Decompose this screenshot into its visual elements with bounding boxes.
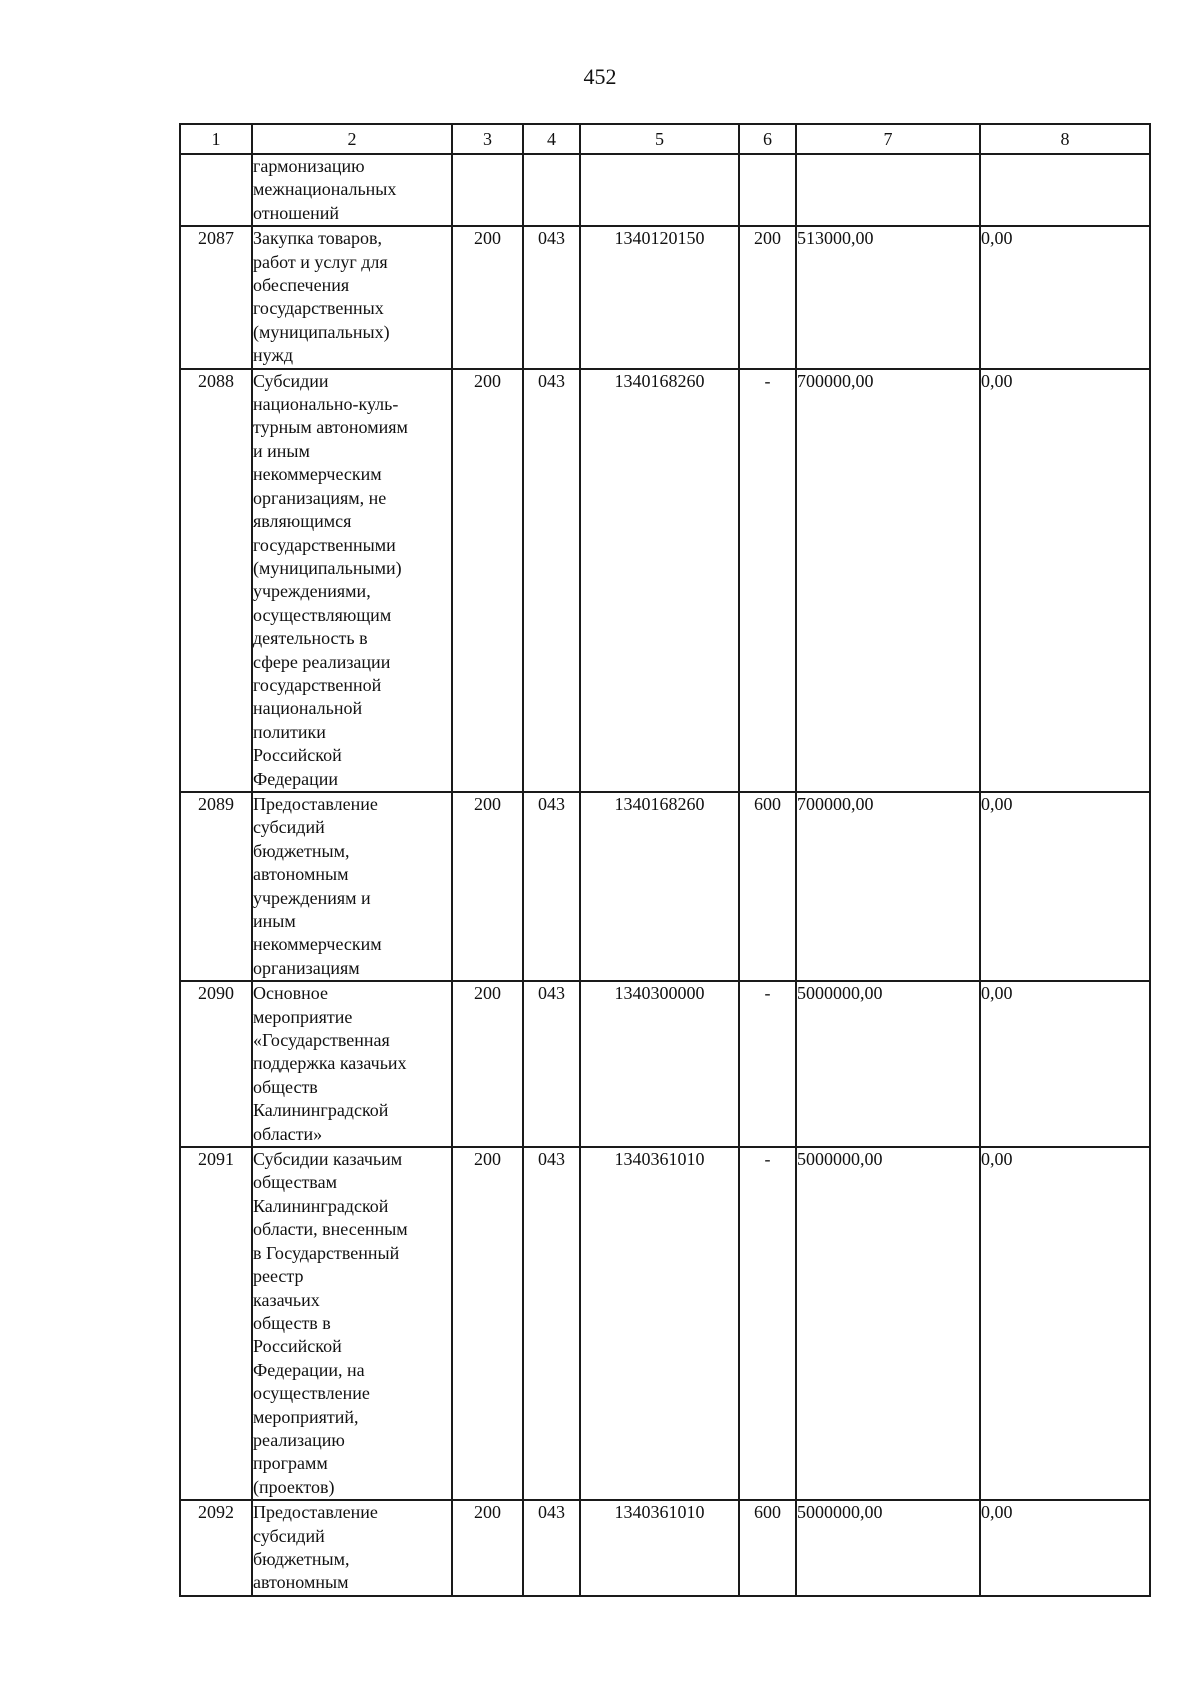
description-line: автономным: [253, 1572, 349, 1593]
description-line: Субсидии: [253, 370, 329, 391]
table-row: [180, 792, 1150, 981]
code-4-cell: 043: [523, 226, 580, 368]
table-row: [180, 981, 1150, 1147]
description-line: обществ: [253, 1076, 318, 1097]
description-line: Калининградской: [253, 1100, 389, 1121]
description-line: субсидий: [253, 817, 325, 838]
description-line: осуществление: [253, 1383, 370, 1404]
description-line: «Государственная: [253, 1030, 390, 1051]
description-line: учреждениям и: [253, 887, 371, 908]
code-4-cell: 043: [523, 369, 580, 792]
description-line: нужд: [253, 345, 293, 366]
amount-secondary-cell: 0,00: [980, 369, 1150, 792]
target-article-cell: [580, 154, 739, 226]
code-3-cell: [452, 154, 523, 226]
description-line: работ и услуг для: [253, 251, 388, 272]
description-line: деятельность в: [253, 628, 368, 649]
description-line: государственными: [253, 534, 396, 555]
description-line: области, внесенным: [253, 1219, 408, 1240]
description-line: учреждениями,: [253, 581, 371, 602]
row-number-cell: 2090: [180, 981, 252, 1147]
amount-secondary-cell: 0,00: [980, 1147, 1150, 1500]
description-line: Российской: [253, 1336, 342, 1357]
table-row: [180, 1147, 1150, 1500]
expense-type-cell: 600: [739, 792, 796, 981]
description-cell: [252, 1147, 452, 1500]
description-line: иным: [253, 911, 296, 931]
column-header-6: 6: [739, 124, 796, 154]
expense-type-cell: [739, 154, 796, 226]
expense-type-cell: -: [739, 981, 796, 1147]
code-3-cell: 200: [452, 792, 523, 981]
amount-cell: 700000,00: [796, 369, 980, 792]
description-line: обществам: [253, 1172, 337, 1193]
row-number-cell: 2089: [180, 792, 252, 981]
description-line: гармонизацию: [253, 156, 365, 176]
amount-secondary-cell: 0,00: [980, 1500, 1150, 1596]
description-line: межнациональных: [253, 179, 397, 200]
description-line: являющимся: [253, 511, 352, 532]
header-row: [180, 124, 1150, 154]
amount-secondary-cell: 0,00: [980, 981, 1150, 1147]
expense-type-cell: 600: [739, 1500, 796, 1596]
row-number-cell: 2091: [180, 1147, 252, 1500]
table-body: [180, 154, 1150, 1596]
description-line: субсидий: [253, 1525, 325, 1546]
description-line: бюджетным,: [253, 1548, 350, 1569]
description-line: (муниципальных): [253, 321, 390, 342]
column-header-5: 5: [580, 124, 739, 154]
code-4-cell: 043: [523, 1147, 580, 1500]
code-4-cell: 043: [523, 792, 580, 981]
description-line: турным автономиям: [253, 417, 408, 438]
code-4-cell: 043: [523, 981, 580, 1147]
description-line: сфере реализации: [253, 651, 391, 672]
column-header-1: 1: [180, 124, 252, 154]
code-3-cell: 200: [452, 369, 523, 792]
description-line: программ: [253, 1453, 328, 1474]
description-line: Закупка товаров,: [253, 228, 382, 249]
description-line: государственных: [253, 298, 384, 319]
description-line: национально-куль-: [253, 394, 399, 415]
description-line: организациям, не: [253, 487, 387, 508]
description-cell: [252, 369, 452, 792]
description-line: отношений: [253, 202, 340, 223]
description-line: Федерации: [253, 768, 339, 789]
column-header-7: 7: [796, 124, 980, 154]
description-line: области»: [253, 1123, 323, 1144]
amount-cell: 5000000,00: [796, 1147, 980, 1500]
description-line: Калининградской: [253, 1195, 389, 1216]
row-number-cell: 2092: [180, 1500, 252, 1596]
column-header-4: 4: [523, 124, 580, 154]
description-line: реестр: [253, 1266, 304, 1287]
amount-secondary-cell: 0,00: [980, 792, 1150, 981]
description-line: государственной: [253, 674, 382, 695]
column-header-8: 8: [980, 124, 1150, 154]
code-3-cell: 200: [452, 981, 523, 1147]
expense-type-cell: -: [739, 1147, 796, 1500]
target-article-cell: 1340168260: [580, 792, 739, 981]
column-header-3: 3: [452, 124, 523, 154]
description-line: Федерации, на: [253, 1359, 365, 1380]
amount-secondary-cell: [980, 154, 1150, 226]
expense-type-cell: -: [739, 369, 796, 792]
description-line: политики: [253, 721, 326, 742]
target-article-cell: 1340361010: [580, 1147, 739, 1500]
description-cell: [252, 226, 452, 368]
target-article-cell: 1340168260: [580, 369, 739, 792]
description-line: и иным: [253, 440, 310, 461]
description-line: некоммерческим: [253, 934, 382, 955]
description-line: организациям: [253, 957, 360, 978]
row-number-cell: [180, 154, 252, 226]
amount-cell: 513000,00: [796, 226, 980, 368]
code-3-cell: 200: [452, 1147, 523, 1500]
description-line: автономным: [253, 864, 349, 885]
amount-secondary-cell: 0,00: [980, 226, 1150, 368]
expense-type-cell: 200: [739, 226, 796, 368]
budget-table: [179, 123, 1151, 1597]
row-number-cell: 2087: [180, 226, 252, 368]
description-line: обеспечения: [253, 275, 350, 296]
page-number: 452: [583, 64, 617, 89]
description-line: реализацию: [253, 1429, 345, 1450]
description-line: некоммерческим: [253, 464, 382, 485]
description-cell: [252, 1500, 452, 1596]
description-line: казачьих: [253, 1289, 320, 1310]
code-4-cell: 043: [523, 1500, 580, 1596]
description-line: Основное: [253, 983, 328, 1004]
table-row: [180, 154, 1150, 226]
code-3-cell: 200: [452, 1500, 523, 1596]
row-number-cell: 2088: [180, 369, 252, 792]
description-line: Предоставление: [253, 793, 378, 814]
description-line: Предоставление: [253, 1502, 378, 1523]
description-line: бюджетным,: [253, 840, 350, 861]
description-line: осуществляющим: [253, 604, 392, 625]
code-4-cell: [523, 154, 580, 226]
description-line: мероприятий,: [253, 1406, 359, 1427]
description-line: (проектов): [253, 1476, 335, 1497]
target-article-cell: 1340300000: [580, 981, 739, 1147]
column-header-2: 2: [252, 124, 452, 154]
description-line: национальной: [253, 698, 363, 719]
description-line: (муниципальными): [253, 557, 402, 578]
amount-cell: 5000000,00: [796, 981, 980, 1147]
description-line: в Государственный: [253, 1242, 400, 1263]
description-line: поддержка казачьих: [253, 1053, 407, 1074]
description-cell: [252, 154, 452, 226]
table-row: [180, 226, 1150, 368]
table-row: [180, 1500, 1150, 1596]
description-line: Российской: [253, 745, 342, 766]
target-article-cell: 1340120150: [580, 226, 739, 368]
amount-cell: 700000,00: [796, 792, 980, 981]
description-cell: [252, 792, 452, 981]
amount-cell: [796, 154, 980, 226]
table-row: [180, 369, 1150, 792]
description-line: Субсидии казачьим: [253, 1149, 403, 1170]
amount-cell: 5000000,00: [796, 1500, 980, 1596]
code-3-cell: 200: [452, 226, 523, 368]
description-line: обществ в: [253, 1312, 331, 1333]
description-line: мероприятие: [253, 1006, 353, 1027]
target-article-cell: 1340361010: [580, 1500, 739, 1596]
description-cell: [252, 981, 452, 1147]
